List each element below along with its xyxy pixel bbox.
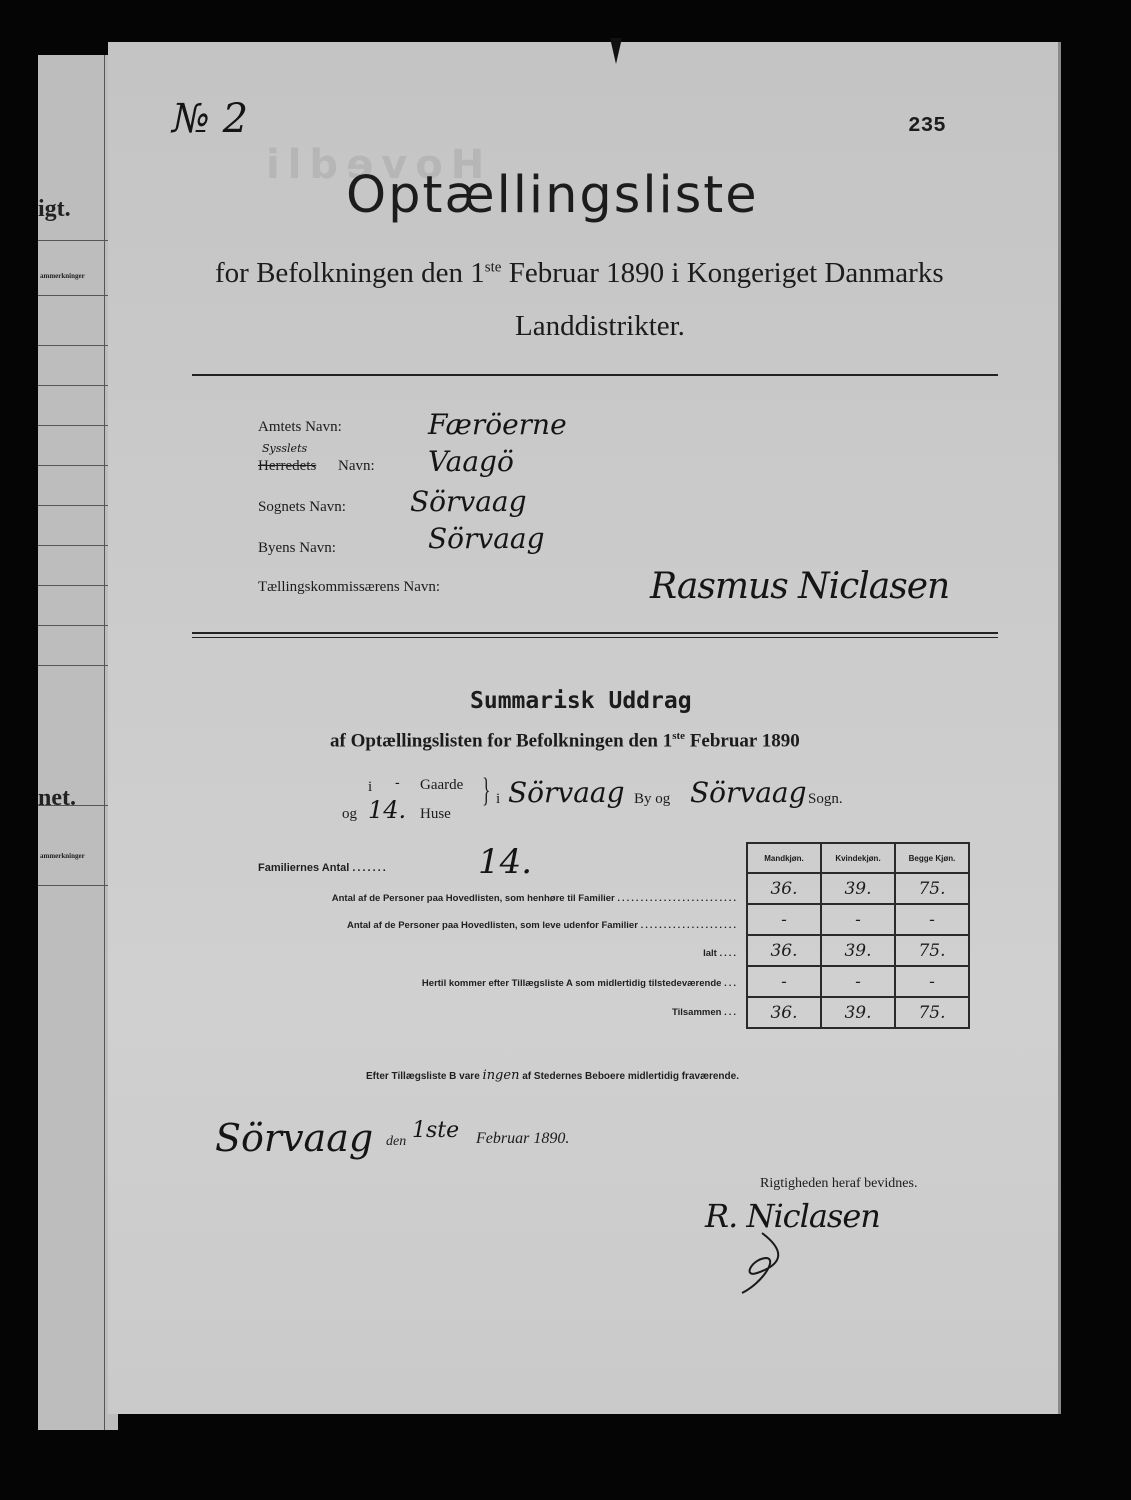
row-label-tilsammen: Tilsammen ...: [671, 1007, 738, 1018]
table-row: [747, 966, 969, 997]
table-header-row: [747, 843, 969, 873]
underlying-left-page: [38, 55, 118, 1430]
row-label-tillaeg-a: Hertil kommer efter Tillægsliste A som midlertidig tilstedeværende ...: [421, 978, 738, 989]
column-header: Kvindekjøn.: [821, 843, 895, 873]
huse-value: 14.: [368, 796, 407, 824]
subtitle-line2: Landdistrikter.: [515, 310, 685, 342]
i-label: i: [368, 779, 373, 795]
page-number: 235: [908, 115, 946, 138]
table-cell: -: [747, 904, 821, 935]
summary-table: [746, 842, 970, 1029]
column-header: Mandkjøn.: [747, 843, 821, 873]
summary-by-value: Sörvaag: [508, 776, 625, 809]
herred-label: Navn:: [338, 458, 375, 474]
divider-top: [192, 374, 998, 376]
table-cell: 39.: [821, 935, 895, 966]
herred-value: Vaagö: [428, 445, 514, 478]
table-cell: -: [895, 904, 969, 935]
gaarde-value: -: [395, 775, 400, 791]
divider-mid-1: [192, 632, 998, 634]
table-cell: 36.: [747, 873, 821, 904]
families-value: 14.: [478, 842, 533, 882]
table-row: [747, 997, 969, 1028]
signature-flourish: [722, 1228, 812, 1298]
footer-month-year: Februar 1890.: [476, 1130, 570, 1147]
summary-sogn-value: Sörvaag: [690, 776, 807, 809]
table-row: [747, 904, 969, 935]
table-cell: -: [895, 966, 969, 997]
row-label-udenfor: Antal af de Personer paa Hovedlisten, som leve udenfor Familier .....................: [347, 920, 738, 931]
kommissaer-signature: Rasmus Niclasen: [650, 566, 950, 607]
page-title: Optællingsliste: [346, 166, 759, 225]
footer-den: den: [386, 1134, 407, 1149]
left-page-fragment-mid: net.: [38, 785, 76, 811]
census-form-page: [108, 42, 1061, 1414]
form-number: № 2: [172, 96, 249, 142]
subtitle-line1: for Befolkningen den 1ste Februar 1890 i Kongeriget Danmarks: [215, 257, 944, 289]
i-label-2: i: [496, 791, 501, 807]
table-cell: -: [747, 966, 821, 997]
column-header: Begge Kjøn.: [895, 843, 969, 873]
brace: }: [482, 772, 491, 809]
left-page-label-b: ammerkninger: [40, 852, 85, 860]
amt-value: Færöerne: [428, 408, 567, 441]
table-cell: 75.: [895, 935, 969, 966]
table-cell: -: [821, 904, 895, 935]
bleed-through-text: Hovedli: [258, 142, 485, 188]
table-cell: 75.: [895, 873, 969, 904]
table-cell: 39.: [821, 997, 895, 1028]
table-cell: 75.: [895, 997, 969, 1028]
row-label-ialt: Ialt ....: [703, 948, 738, 959]
footer-place: Sörvaag: [215, 1116, 374, 1160]
binding-notch: [610, 38, 622, 64]
left-page-fragment-top: igt.: [38, 196, 71, 222]
sogn-label: Sognets Navn:: [258, 499, 346, 515]
divider-mid-2: [192, 637, 998, 638]
footer-signature: R. Niclasen: [705, 1197, 880, 1235]
table-cell: 36.: [747, 935, 821, 966]
row-label-familier: Antal af de Personer paa Hovedlisten, som henhøre til Familier ..........................: [331, 893, 738, 904]
footer-day: 1ste: [412, 1118, 460, 1143]
sogn-value: Sörvaag: [410, 485, 527, 518]
summary-by-label: By og: [634, 791, 671, 807]
summary-subheading: af Optællingslisten for Befolkningen den 1ste Februar 1890: [330, 730, 800, 752]
families-label: Familiernes Antal .......: [258, 862, 388, 874]
herred-correction: Sysslets: [262, 442, 308, 455]
rigtighed-text: Rigtigheden heraf bevidnes.: [760, 1176, 918, 1191]
table-cell: 36.: [747, 997, 821, 1028]
og-label: og: [342, 806, 357, 822]
gaarde-label: Gaarde: [420, 777, 464, 793]
by-value: Sörvaag: [428, 522, 545, 555]
kommissaer-label: Tællingskommissærens Navn:: [258, 579, 441, 595]
amt-label: Amtets Navn:: [258, 419, 342, 435]
huse-label: Huse: [420, 806, 451, 822]
by-label: Byens Navn:: [258, 540, 336, 556]
tillaeg-b-line: Efter Tillægsliste B vare ingen af Stedernes Beboere midlertidig fraværende.: [366, 1068, 739, 1083]
summary-sogn-label: Sogn.: [808, 791, 843, 807]
table-cell: -: [821, 966, 895, 997]
table-row: [747, 935, 969, 966]
table-row: [747, 873, 969, 904]
table-cell: 39.: [821, 873, 895, 904]
summary-heading: Summarisk Uddrag: [470, 688, 692, 714]
left-page-label-a: ammerkninger: [40, 272, 85, 280]
herred-struck: Herredets: [258, 458, 317, 474]
